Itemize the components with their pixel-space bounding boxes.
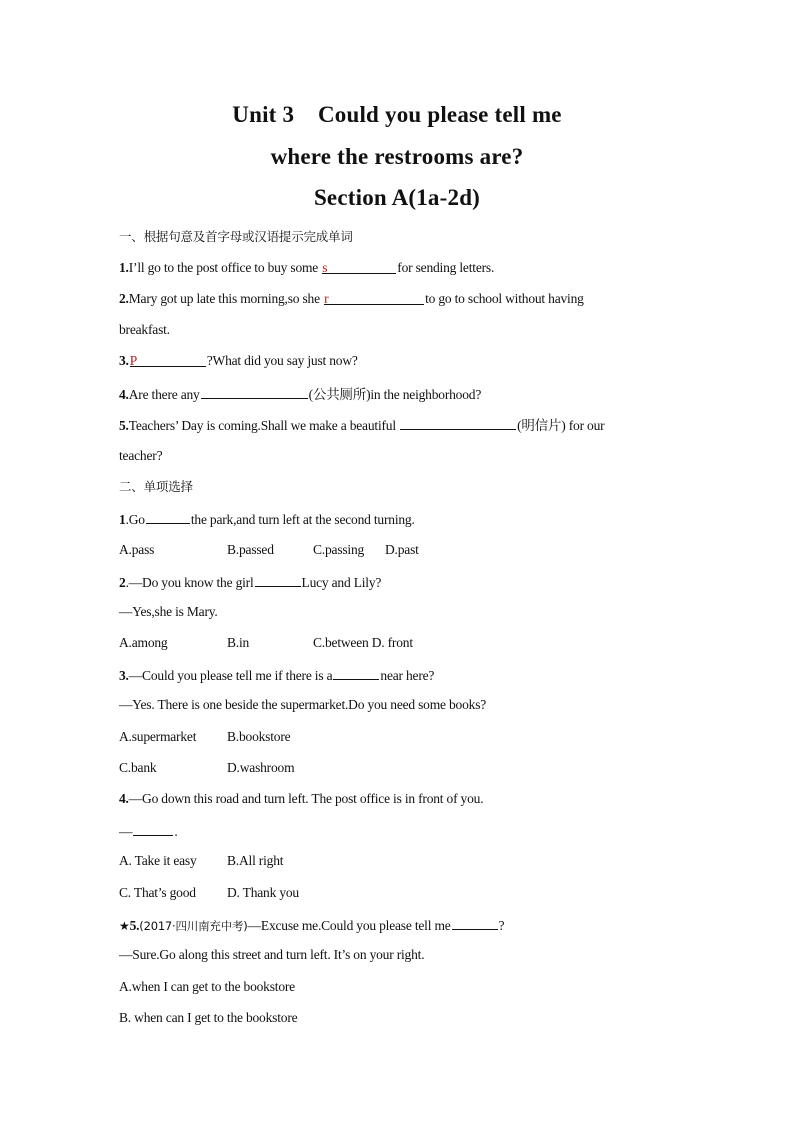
p2-q2-reply: —Yes,she is Mary.: [119, 604, 218, 619]
title-line-2: where the restrooms are?: [270, 144, 524, 169]
p1-question-3: [119, 352, 358, 370]
question-number: 5.: [119, 418, 129, 433]
p1-question-1: [119, 259, 494, 277]
question-source: (2017·四川南充中考): [139, 919, 248, 933]
reply-dash: —: [119, 824, 133, 839]
question-text: for sending letters.: [397, 260, 495, 275]
answer-blank[interactable]: [400, 415, 516, 430]
answer-blank[interactable]: [452, 915, 498, 930]
answer-blank[interactable]: [324, 290, 424, 305]
question-number: 2: [119, 575, 126, 590]
p2-q3-options-row1: [119, 728, 519, 746]
question-number: 5.: [129, 918, 140, 933]
option-cd[interactable]: C.between D. front: [313, 635, 413, 650]
question-text: Teachers’ Day is coming.Shall we make a beautiful: [128, 418, 400, 433]
option-a[interactable]: A. Take it easy: [119, 853, 197, 868]
p2-question-2: [119, 572, 381, 592]
p2-question-4: [119, 790, 483, 808]
title-line-1: Unit 3 Could you please tell me: [232, 102, 562, 127]
star-icon: ★: [119, 919, 130, 933]
p2-q4-reply: [119, 821, 178, 841]
p1-question-2: [119, 290, 584, 308]
answer-blank[interactable]: [255, 572, 301, 587]
p1-question-2-cont: breakfast.: [119, 322, 170, 337]
option-c[interactable]: C. That’s good: [119, 885, 196, 900]
option-a[interactable]: A.supermarket: [119, 729, 197, 744]
hint-letter: s: [322, 260, 328, 275]
answer-blank[interactable]: [146, 509, 190, 524]
question-number: 1: [119, 512, 126, 527]
p2-q3-options-row2: [119, 759, 519, 777]
question-text: the park,and turn left at the second turning.: [190, 512, 415, 527]
question-number: 4.: [119, 791, 129, 806]
p2-q3-reply: —Yes. There is one beside the supermarket.Do you need some books?: [119, 697, 487, 712]
question-text: Lucy and Lily?: [301, 575, 382, 590]
p1-question-5: [119, 415, 604, 435]
option-b[interactable]: B.in: [227, 635, 250, 650]
answer-blank[interactable]: [130, 352, 206, 367]
option-a[interactable]: A.pass: [119, 542, 155, 557]
title-line-3: Section A(1a-2d): [313, 185, 481, 210]
question-text: near here?: [380, 668, 435, 683]
option-c[interactable]: C.passing: [313, 542, 365, 557]
question-text: .—Do you know the girl: [125, 575, 254, 590]
question-number: 3.: [119, 668, 129, 683]
option-d[interactable]: D. Thank you: [227, 885, 299, 900]
question-text: to go to school without having: [425, 291, 584, 306]
question-text: —Could you please tell me if there is a: [128, 668, 333, 683]
option-c[interactable]: C.bank: [119, 760, 157, 775]
answer-blank[interactable]: [333, 665, 379, 680]
p2-q5-reply: —Sure.Go along this street and turn left. It’s on your right.: [119, 947, 425, 962]
p1-question-5-cont: teacher?: [119, 448, 163, 463]
answer-blank[interactable]: [201, 384, 308, 399]
p2-q4-options-row2: [119, 884, 519, 902]
p2-q4-options-row1: [119, 852, 519, 870]
option-d[interactable]: D.past: [385, 542, 419, 557]
question-text: ?: [498, 918, 505, 933]
p2-question-5: [119, 915, 504, 935]
option-b[interactable]: B.All right: [227, 853, 284, 868]
option-b[interactable]: B. when can I get to the bookstore: [119, 1010, 298, 1025]
question-text: (公共厕所)in the neighborhood?: [308, 387, 482, 402]
option-b[interactable]: B.bookstore: [227, 729, 291, 744]
p1-question-4: [119, 384, 481, 404]
question-text: Are there any: [128, 387, 200, 402]
option-b[interactable]: B.passed: [227, 542, 274, 557]
p2-q1-options: [119, 541, 519, 559]
hint-letter: P: [129, 353, 138, 368]
question-text: .Go: [125, 512, 145, 527]
question-text: (明信片) for our: [517, 418, 605, 433]
reply-end: .: [174, 824, 178, 839]
answer-blank[interactable]: [133, 821, 173, 836]
option-a[interactable]: A.when I can get to the bookstore: [119, 979, 295, 994]
answer-blank[interactable]: [322, 259, 396, 274]
question-text: —Go down this road and turn left. The post office is in front of you.: [128, 791, 484, 806]
question-number: 3.: [119, 353, 129, 368]
option-d[interactable]: D.washroom: [227, 760, 295, 775]
question-text: I’ll go to the post office to buy some: [128, 260, 322, 275]
question-number: 1.: [119, 260, 129, 275]
hint-letter: r: [324, 291, 329, 306]
p2-question-3: [119, 665, 434, 685]
part2-heading: 二、单项选择: [119, 479, 193, 494]
question-number: 2.: [119, 291, 129, 306]
p2-question-1: [119, 509, 415, 529]
option-a[interactable]: A.among: [119, 635, 168, 650]
question-text: ?What did you say just now?: [206, 353, 358, 368]
question-text: —Excuse me.Could you please tell me: [247, 918, 451, 933]
part1-heading: 一、根据句意及首字母或汉语提示完成单词: [119, 229, 353, 244]
p2-q2-options: [119, 634, 519, 652]
question-text: Mary got up late this morning,so she: [128, 291, 324, 306]
question-number: 4.: [119, 387, 129, 402]
